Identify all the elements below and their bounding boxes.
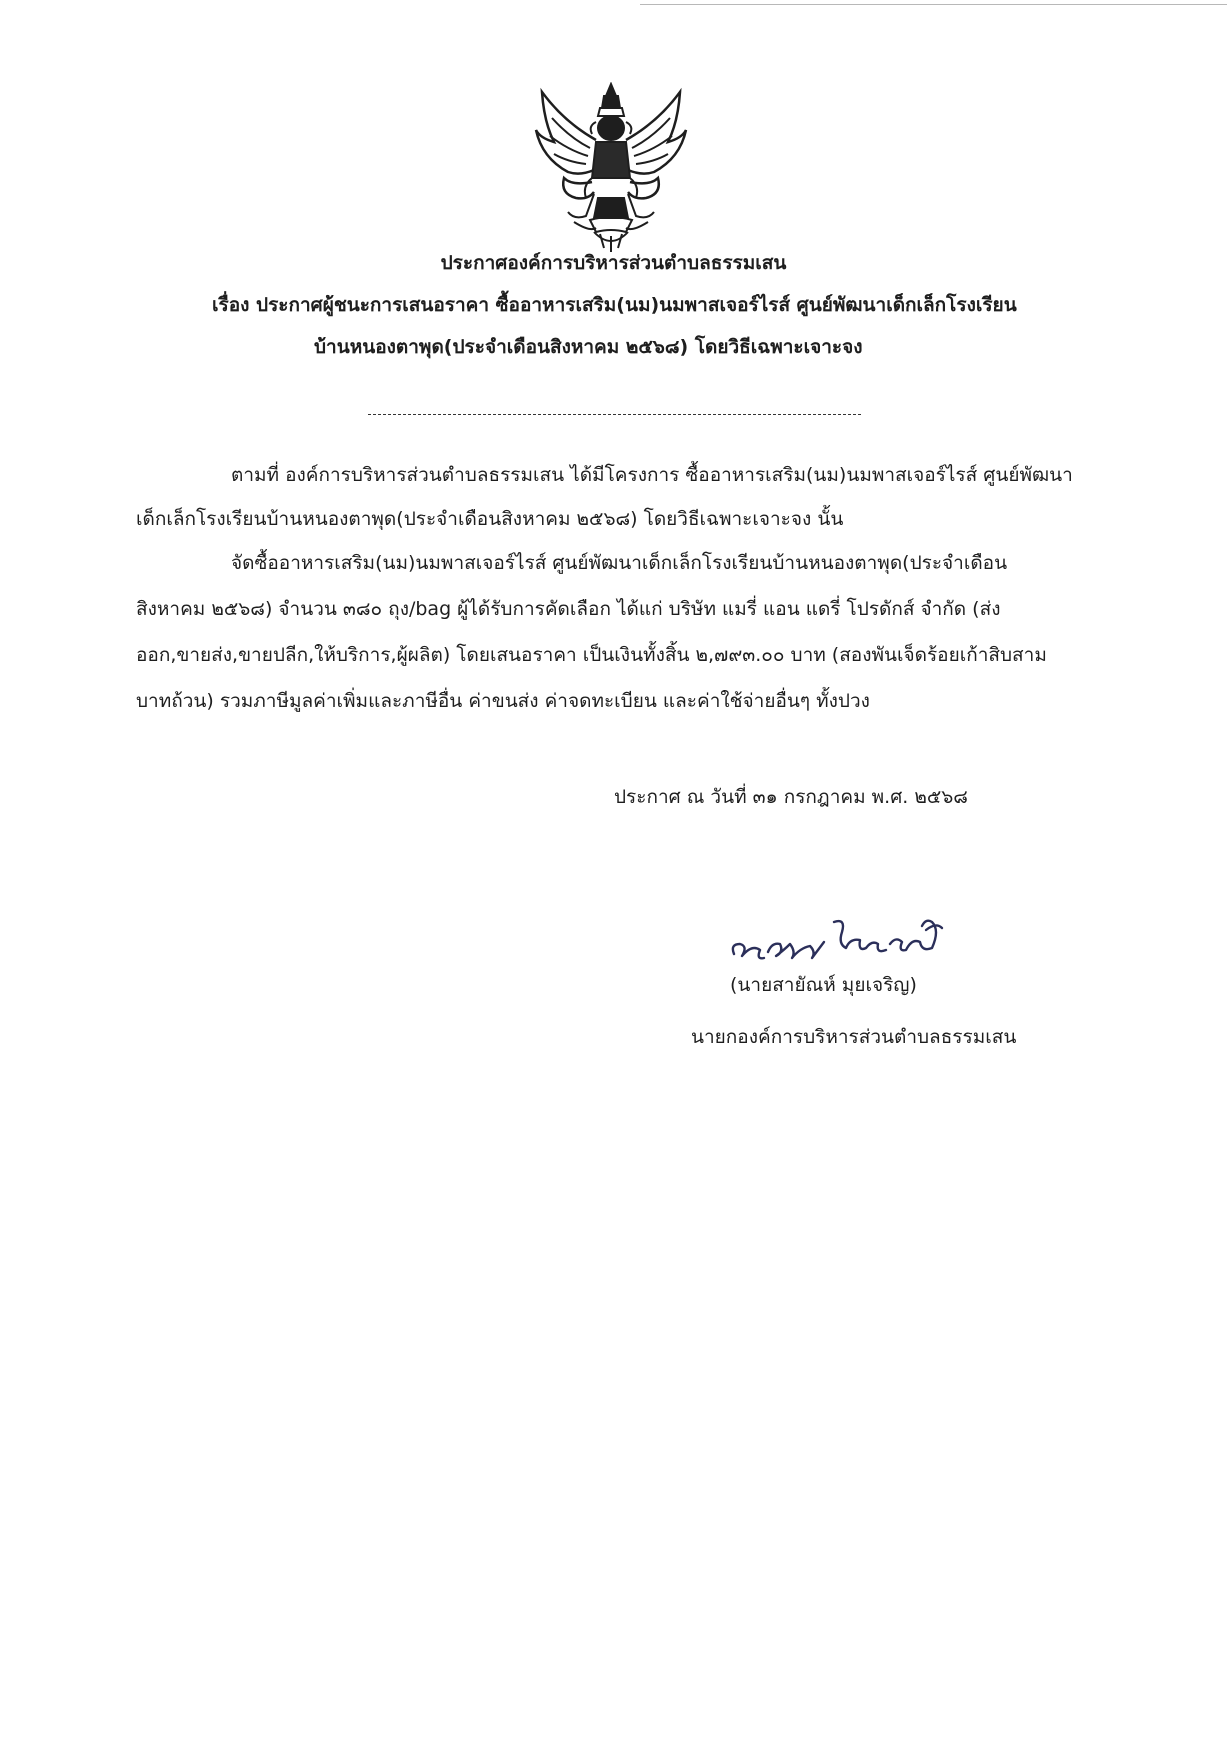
announcement-date: ประกาศ ณ วันที่ ๓๑ กรกฎาคม พ.ศ. ๒๕๖๘ [614,786,968,808]
page-title: ประกาศองค์การบริหารส่วนตำบลธรรมเสน [440,252,787,274]
subject-line-2: บ้านหนองตาพุด(ประจำเดือนสิงหาคม ๒๕๖๘) โดยวิธีเฉพาะเจาะจง [314,336,863,358]
paragraph2-line2: สิงหาคม ๒๕๖๘) จำนวน ๓๘๐ ถุง/bag ผู้ได้รับการคัดเลือก ได้แก่ บริษัท แมรี่ แอน แดรี่ โปรดักส์ จำกัด (ส่ง [136,598,1001,620]
signature-image [726,900,966,972]
scan-edge-line [640,4,1227,5]
paragraph1-line1: ตามที่ องค์การบริหารส่วนตำบลธรรมเสน ได้มีโครงการ ซื้ออาหารเสริม(นม)นมพาสเจอร์ไรส์ ศูนย์พัฒนา [231,464,1073,486]
subject-line-1: เรื่อง ประกาศผู้ชนะการเสนอราคา ซื้ออาหารเสริม(นม)นมพาสเจอร์ไรส์ ศูนย์พัฒนาเด็กเล็กโรงเรียน [212,294,1017,316]
garuda-emblem-icon [534,82,688,254]
separator-dashed-line [368,414,861,415]
paragraph2-line1: จัดซื้ออาหารเสริม(นม)นมพาสเจอร์ไรส์ ศูนย์พัฒนาเด็กเล็กโรงเรียนบ้านหนองตาพุด(ประจำเดือน [231,552,1008,574]
paragraph2-line4: บาทถ้วน) รวมภาษีมูลค่าเพิ่มและภาษีอื่น ค่าขนส่ง ค่าจดทะเบียน และค่าใช้จ่ายอื่นๆ ทั้งปวง [136,690,870,712]
signer-title: นายกองค์การบริหารส่วนตำบลธรรมเสน [691,1026,1017,1048]
signer-name: (นายสายัณห์ มุยเจริญ) [730,974,917,996]
paragraph1-line2: เด็กเล็กโรงเรียนบ้านหนองตาพุด(ประจำเดือนสิงหาคม ๒๕๖๘) โดยวิธีเฉพาะเจาะจง นั้น [136,508,844,530]
paragraph2-line3: ออก,ขายส่ง,ขายปลีก,ให้บริการ,ผู้ผลิต) โดยเสนอราคา เป็นเงินทั้งสิ้น ๒,๗๙๓.๐๐ บาท (สองพันเจ็ดร้อยเก้าสิบสาม [136,644,1047,666]
